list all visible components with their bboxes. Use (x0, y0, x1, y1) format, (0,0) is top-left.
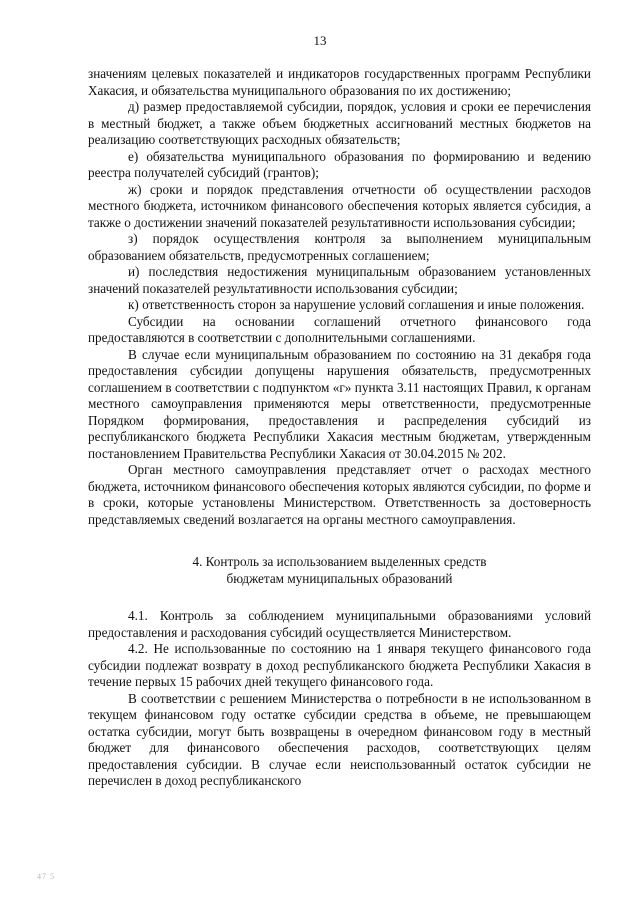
document-body (88, 66, 591, 790)
section-heading-line-1: 4. Контроль за использованием выделенных средств (192, 554, 487, 569)
paragraph-4-1: 4.1. Контроль за соблюдением муниципальными образованиями условий предоставления и расходования субсидий осуществляется Министерством. (88, 608, 591, 640)
paragraph-violations: В случае если муниципальным образованием по состоянию на 31 декабря года предоставления субсидии допущены нарушения обязательств, предусмотренных соглашением в соответствии с подпунктом «г» пункта 3.11 настоящих Правил, к органам местного самоуправления применяются меры ответственности, предусмотренные Порядком формирования, предоставления и распределения субсидий из республиканского бюджета Республики Хакасия местным бюджетам, утвержденным постановлением Правительства Республики Хакасия от 30.04.2015 № 202. (88, 346, 591, 461)
paragraph-item-k: к) ответственность сторон за нарушение условий соглашения и иные положения. (128, 297, 585, 312)
paragraph-item-zh: ж) сроки и порядок представления отчетности об осуществлении расходов местного бюджета, источником финансового обеспечения которых является субсидия, а также о достижении значений показателей результативности использования субсидии; (88, 181, 591, 230)
paragraph-continuation: значениям целевых показателей и индикаторов государственных программ Республики Хакасия, и обязательства муниципального образования по их достижению; (88, 66, 591, 98)
paragraph-item-e: е) обязательства муниципального образования по формированию и ведению реестра получателей субсидий (грантов); (88, 148, 591, 180)
paragraph-subsidies: Субсидии на основании соглашений отчетного финансового года предоставляются в соответствии с дополнительными соглашениями. (88, 313, 591, 345)
section-heading-line-2: бюджетам муниципальных образований (226, 571, 453, 586)
paragraph-item-i: и) последствия недостижения муниципальным образованием установленных значений показателей результативности использования субсидии; (88, 264, 591, 296)
paragraph-item-d: д) размер предоставляемой субсидии, порядок, условия и сроки ее перечисления в местный бюджет, а также объем бюджетных ассигнований местных бюджетов на реализацию соответствующих расходных обязательств; (88, 99, 591, 147)
paragraph-report: Орган местного самоуправления представляет отчет о расходах местного бюджета, источником финансового обеспечения которых являются субсидии, по форме и в сроки, которые установлены Министерством. Ответственность за достоверность представляемых сведений возлагается на органы местного самоуправления. (88, 462, 591, 527)
page-number: 13 (313, 33, 327, 48)
section-heading (88, 553, 591, 587)
paragraph-4-2: 4.2. Не использованные по состоянию на 1 января текущего финансового года субсидии подлежат возврату в доход республиканского бюджета Республики Хакасия в течение первых 15 рабочих дней текущего финансового года. (88, 641, 591, 689)
scan-mark: 47 5 (37, 872, 55, 881)
paragraph-decision: В соответствии с решением Министерства о потребности в не использованном в текущем финансовом году остатке субсидии средства в объеме, не превышающем остатка субсидии, могут быть возвращены в очередном финансовом году в местный бюджет для финансового обеспечения расходов, соответствующих целям предоставления субсидии. В случае если неиспользованный остаток субсидии не перечислен в доход республиканского (88, 690, 591, 788)
paragraph-item-z: з) порядок осуществления контроля за выполнением муниципальным образованием обязательств, предусмотренных соглашением; (88, 231, 591, 263)
